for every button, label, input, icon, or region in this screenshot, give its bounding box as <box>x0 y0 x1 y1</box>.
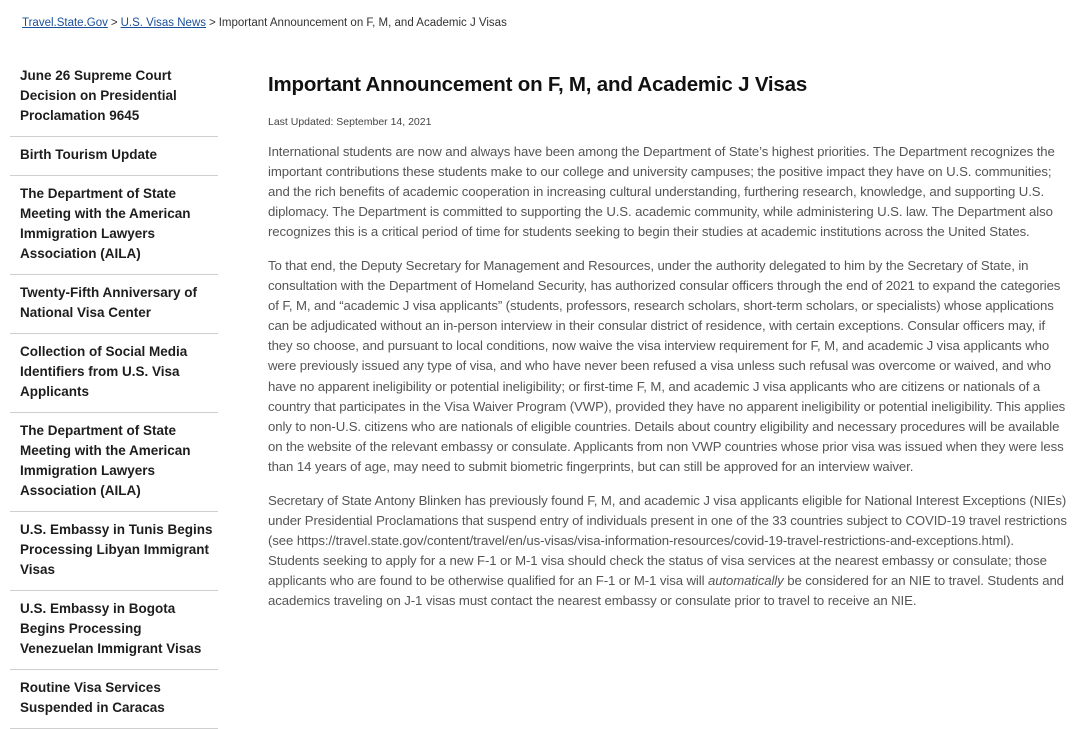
breadcrumb-separator: > <box>110 17 118 29</box>
article <box>268 70 1068 611</box>
paragraph-3-text-before: Secretary of State Antony Blinken has previously found F, M, and academic J visa applicants eligible for National Interest Exceptions (NIEs) under Presidential Proclamations that suspend entry of individuals present in one of the 33 countries subject to COVID-19 travel restrictions (see https://travel.state.gov/content/travel/en/us-visas/visa-information-resources/covid-19-travel-restrictions-and-exceptions.html). Students seeking to apply for a new F-1 or M-1 visa should check the status of visa services at the nearest embassy or consulate; those applicants who are found to be otherwise qualified for an F-1 or M-1 visa will <box>268 492 1067 588</box>
sidebar-item-caracas-suspended[interactable]: Routine Visa Services Suspended in Caracas <box>10 670 218 729</box>
breadcrumb-separator: > <box>209 17 216 29</box>
sidebar-item-aila-meeting-2[interactable]: The Department of State Meeting with the American Immigration Lawyers Association (AILA) <box>10 413 218 512</box>
sidebar-news-list <box>10 58 218 729</box>
sidebar-item-nvc-anniversary[interactable]: Twenty-Fifth Anniversary of National Visa Center <box>10 275 218 334</box>
article-paragraph-2: To that end, the Deputy Secretary for Management and Resources, under the authority delegated to him by the Secretary of State, in consultation with the Department of Homeland Security, has authorized consular officers through the end of 2021 to expand the categories of F, M, and “academic J visa applicants” (students, professors, research scholars, short-term scholars, or specialists) whose applications can be adjudicated without an in-person interview in their consular district of residence, with certain exceptions. Consular officers may, if they so choose, and pursuant to local conditions, now waive the visa interview requirement for F, M, and academic J visa applicants who were previously issued any type of visa, and who have never been refused a visa unless such refusal was overcome or waived, and who have no apparent ineligibility or potential ineligibility; or first-time F, M, and academic J visa applicants who are citizens or nationals of a country that participates in the Visa Waiver Program (VWP), provided they have no apparent ineligibility or potential ineligibility. This applies only to non-U.S. citizens who are nationals of eligible countries. Details about country eligibility and necessary procedures will be available on the website of the relevant embassy or consulate. Applicants from non VWP countries whose prior visa was issued when they were less than 14 years of age, may need to submit biometric fingerprints, but can still be approved for an interview waiver. <box>268 258 1066 474</box>
breadcrumb-link-travel-state-gov[interactable]: Travel.State.Gov <box>22 17 108 29</box>
article-paragraph-3 <box>268 491 1068 611</box>
page-title: Important Announcement on F, M, and Academic J Visas <box>268 73 808 96</box>
paragraph-3-emphasis: automatically <box>707 572 784 588</box>
sidebar-item-social-media-identifiers[interactable]: Collection of Social Media Identifiers from U.S. Visa Applicants <box>10 334 218 413</box>
breadcrumb-current: Important Announcement on F, M, and Academic J Visas <box>218 17 507 29</box>
sidebar-item-supreme-court-decision[interactable]: June 26 Supreme Court Decision on Presidential Proclamation 9645 <box>10 58 218 137</box>
sidebar-item-bogota-venezuelan-visas[interactable]: U.S. Embassy in Bogota Begins Processing Venezuelan Immigrant Visas <box>10 591 218 670</box>
breadcrumb-link-us-visas-news[interactable]: U.S. Visas News <box>120 17 207 29</box>
breadcrumb <box>22 17 507 29</box>
sidebar-item-tunis-libyan-visas[interactable]: U.S. Embassy in Tunis Begins Processing Libyan Immigrant Visas <box>10 512 218 591</box>
sidebar-item-aila-meeting[interactable]: The Department of State Meeting with the American Immigration Lawyers Association (AILA) <box>10 176 218 275</box>
paragraph-3-text-after: be considered for an NIE to travel. Students and academics traveling on J-1 visas must contact the nearest embassy or consulate prior to travel to receive an NIE. <box>268 572 1064 608</box>
last-updated: Last Updated: September 14, 2021 <box>268 116 432 128</box>
article-paragraph-1: International students are now and always have been among the Department of State’s highest priorities. The Department recognizes the important contributions these students make to our college and university campuses; the positive impact they have on U.S. communities; and the rich benefits of academic cooperation in increasing cultural understanding, furthering research, knowledge, and supporting U.S. diplomacy. The Department is committed to supporting the U.S. academic community, while administering U.S. law. The Department also recognizes this is a critical period of time for students seeking to begin their studies at academic institutions across the United States. <box>268 144 1055 240</box>
sidebar-item-birth-tourism[interactable]: Birth Tourism Update <box>10 137 218 176</box>
